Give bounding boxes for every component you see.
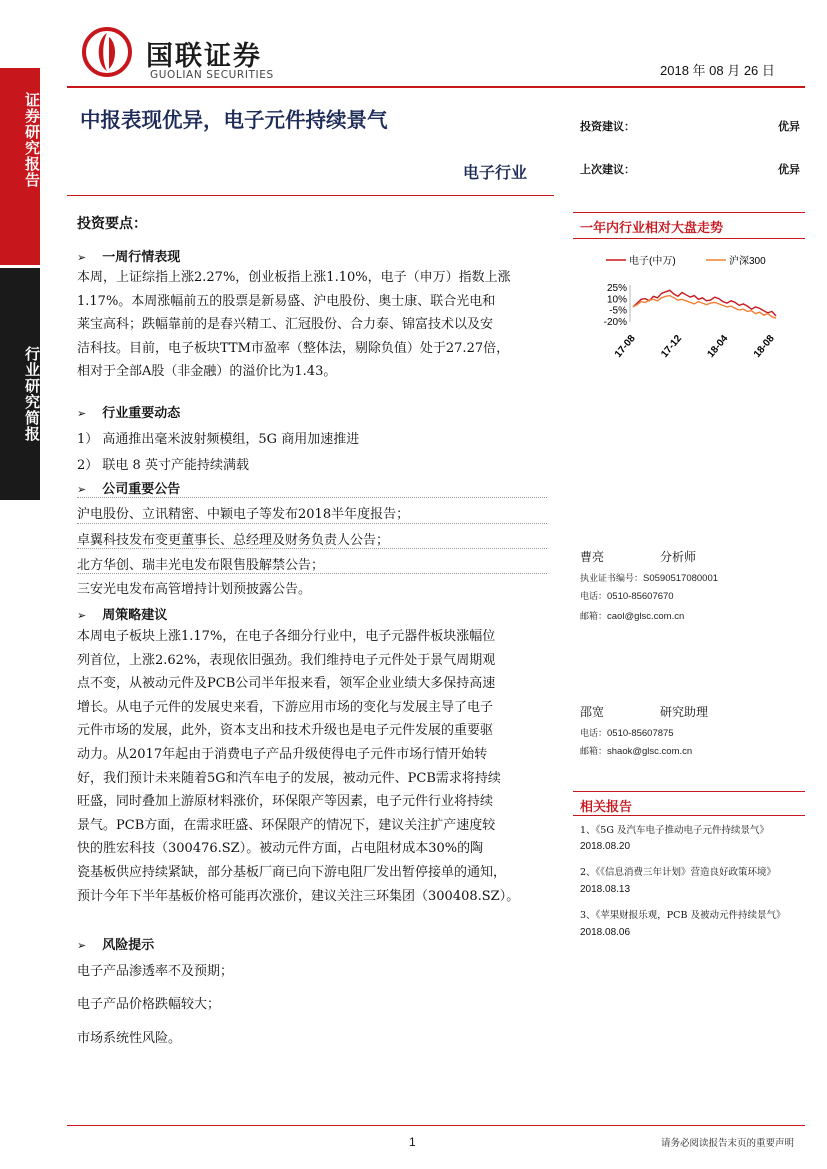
- report-type-label: 证券研究报告: [23, 92, 41, 188]
- industry-news-heading: [77, 402, 180, 421]
- disclaimer-note: 请务必阅读报告末页的重要声明: [661, 1138, 795, 1149]
- related-heading-divider: [573, 815, 805, 816]
- phone-number: 0510-85607875: [607, 728, 674, 739]
- brand-name: 国联证券: [146, 41, 262, 72]
- analyst-2-name-row: [580, 703, 709, 720]
- paragraph-line: 好，我们预计未来随着5G和汽车电子的发展，被动元件、PCB需求将持续: [77, 770, 501, 786]
- summary-heading: 投资要点：: [77, 216, 147, 232]
- risk-item: 市场系统性风险。: [77, 1031, 182, 1046]
- analyst-role: 研究助理: [660, 705, 709, 719]
- industry-news-item: 2） 联电 8 英寸产能持续满载: [77, 458, 249, 473]
- analyst-2-phone: [580, 726, 674, 739]
- related-report-date: 2018.08.13: [580, 884, 631, 895]
- risk-heading-text: 风险提示: [102, 938, 155, 953]
- paragraph-line: 洁科技。目前，电子板块TTM市盈率（整体法，剔除负值）处于27.27倍，: [77, 340, 510, 356]
- y-tick-label: -20%: [603, 317, 627, 328]
- report-type-band: [0, 68, 40, 265]
- company-news-heading-text: 公司重要公告: [102, 482, 181, 497]
- email-label: 邮箱：: [580, 612, 608, 622]
- weekly-paragraph: [77, 266, 547, 384]
- footer-divider: [67, 1125, 805, 1126]
- email-address[interactable]: shaok@glsc.com.cn: [607, 746, 693, 757]
- industry-label: 电子行业: [463, 163, 528, 182]
- company-news-item: 卓翼科技发布变更董事长、总经理及财务负责人公告；: [77, 533, 390, 548]
- risk-item: 电子产品渗透率不及预期；: [77, 964, 234, 979]
- related-report-date: 2018.08.06: [580, 927, 631, 938]
- analyst-1-phone: [580, 589, 674, 602]
- paragraph-line: 旺盛，同时叠加上游原材料涨价，环保限产等因素，电子元件行业将持续: [77, 794, 494, 810]
- arrow-icon: ➢: [77, 939, 87, 952]
- strategy-heading-text: 周策略建议: [102, 608, 168, 623]
- analyst-role: 分析师: [660, 550, 697, 564]
- y-tick-label: -5%: [609, 305, 627, 317]
- dotted-divider: [77, 548, 547, 549]
- related-report-date: 2018.08.20: [580, 841, 631, 852]
- analyst-name: 曹亮: [580, 550, 605, 564]
- paragraph-line: 预计今年下半年基板价格可能再次涨价，建议关注三环集团（300408.SZ）。: [77, 888, 520, 904]
- previous-rating: [580, 161, 800, 177]
- current-rating: [580, 118, 800, 134]
- paragraph-line: 动力。从2017年起由于消费电子产品升级使得电子元件市场行情开始转: [77, 746, 488, 762]
- paragraph-line: 点不变，从被动元件及PCB公司半年报来看，领军企业业绩大多保持高速: [77, 676, 496, 692]
- paragraph-line: 相对于全部A股（非金融）的溢价比为1.43。: [77, 364, 337, 379]
- industry-news-item: 1） 高通推出毫米波射频模组，5G 商用加速推进: [77, 432, 360, 447]
- paragraph-line: 莱宝高科；跌幅靠前的是春兴精工、汇冠股份、合力泰、锦富技术以及安: [77, 317, 494, 332]
- brand-name-en: GUOLIAN SECURITIES: [150, 69, 274, 81]
- cert-number: S0590517080001: [643, 573, 719, 584]
- dotted-divider: [77, 523, 547, 524]
- legend-hs300: 沪深300: [729, 256, 766, 267]
- related-heading: 相关报告: [580, 800, 633, 815]
- guolian-logo-icon: [82, 27, 132, 77]
- arrow-icon: ➢: [77, 483, 87, 496]
- y-axis: [604, 283, 627, 328]
- company-news-item: 北方华创、瑞丰光电发布限售股解禁公告；: [77, 558, 325, 573]
- analyst-1-email: [580, 609, 684, 622]
- x-tick-label: 18-04: [705, 333, 731, 360]
- legend-electronics: 电子(中万): [629, 256, 676, 267]
- weekly-section-heading: [77, 246, 180, 265]
- previous-rating-value: 优异: [778, 163, 800, 176]
- company-news-item: 沪电股份、立讯精密、中颖电子等发布2018半年度报告；: [77, 507, 410, 522]
- email-label: 邮箱：: [580, 747, 608, 757]
- related-report-link[interactable]: 1、《5G 及汽车电子推动电子元件持续景气》: [580, 825, 769, 836]
- industry-news-heading-text: 行业重要动态: [102, 406, 181, 421]
- analyst-name: 邵宽: [580, 705, 605, 719]
- related-report-link[interactable]: 3、《苹果财报乐观，PCB 及被动元件持续景气》: [580, 910, 786, 921]
- paragraph-line: 列首位，上涨2.62%，表现依旧强劲。我们维持电子元件处于景气周期观: [77, 652, 496, 668]
- arrow-icon: ➢: [77, 609, 87, 622]
- x-tick-label: 17-08: [612, 333, 638, 360]
- x-tick-label: 18-08: [751, 333, 777, 360]
- x-axis: [613, 333, 777, 360]
- dotted-divider: [77, 497, 547, 498]
- related-report-link[interactable]: 2、《《信息消费三年计划》营造良好政策环境》: [580, 867, 777, 878]
- phone-label: 电话：: [580, 729, 608, 739]
- y-tick-label: 10%: [606, 294, 627, 306]
- company-news-heading: [77, 478, 180, 497]
- current-rating-value: 优异: [778, 120, 800, 133]
- y-tick-label: 25%: [606, 283, 627, 294]
- chart-title-divider: [573, 238, 805, 239]
- arrow-icon: ➢: [77, 407, 87, 420]
- strategy-paragraph: [77, 625, 547, 908]
- email-address[interactable]: caol@glsc.com.cn: [607, 611, 685, 622]
- phone-label: 电话：: [580, 592, 608, 602]
- current-rating-label: 投资建议：: [580, 120, 635, 133]
- paragraph-line: 本周，上证综指上涨2.27%，创业板指上涨1.10%，电子（申万）指数上涨: [77, 270, 511, 285]
- report-category-label: 行业研究简报: [23, 346, 41, 442]
- cert-label: 执业证书编号：: [580, 574, 644, 584]
- paragraph-line: 本周电子板块上涨1.17%，在电子各细分行业中，电子元器件板块涨幅位: [77, 629, 496, 644]
- related-top-divider: [573, 791, 805, 792]
- strategy-heading: [77, 604, 167, 623]
- paragraph-line: 瓷基板供应持续紧缺，部分基板厂商已向下游电阻厂发出暂停接单的通知，: [77, 864, 507, 880]
- risk-heading: [77, 934, 154, 953]
- page-number: 1: [409, 1135, 416, 1149]
- analyst-1-cert: [580, 571, 718, 584]
- report-title: 中报表现优异，电子元件持续景气: [80, 108, 388, 132]
- analyst-2-email: [580, 744, 692, 757]
- arrow-icon: ➢: [77, 251, 87, 264]
- paragraph-line: 1.17%。本周涨幅前五的股票是新易盛、沪电股份、奥士康、联合光电和: [77, 293, 496, 309]
- report-date: 2018 年 08 月 26 日: [660, 63, 775, 78]
- sidebar-divider: [573, 212, 805, 213]
- header-divider: [67, 86, 805, 88]
- x-tick-label: 17-12: [659, 333, 685, 360]
- analyst-1-name-row: [580, 548, 697, 565]
- relative-performance-chart: [588, 250, 800, 380]
- previous-rating-label: 上次建议：: [580, 163, 635, 176]
- paragraph-line: 元件市场的发展，此外，资本支出和技术升级也是电子元件发展的重要驱: [77, 723, 494, 739]
- weekly-heading-text: 一周行情表现: [102, 250, 181, 265]
- title-divider: [67, 195, 554, 196]
- paragraph-line: 增长。从电子元件的发展史来看，下游应用市场的变化与发展主导了电子: [77, 699, 494, 715]
- company-news-item: 三安光电发布高管增持计划预披露公告。: [77, 582, 312, 597]
- paragraph-line: 快的胜宏科技（300476.SZ）。被动元件方面，占电阻材成本30%的陶: [77, 841, 484, 857]
- phone-number: 0510-85607670: [607, 591, 674, 602]
- paragraph-line: 景气。PCB方面，在需求旺盛、环保限产的情况下，建议关注扩产速度较: [77, 817, 496, 833]
- report-category-band: [0, 268, 40, 500]
- risk-item: 电子产品价格跌幅较大；: [77, 997, 221, 1012]
- dotted-divider: [77, 573, 547, 574]
- chart-section-title: 一年内行业相对大盘走势: [580, 221, 724, 236]
